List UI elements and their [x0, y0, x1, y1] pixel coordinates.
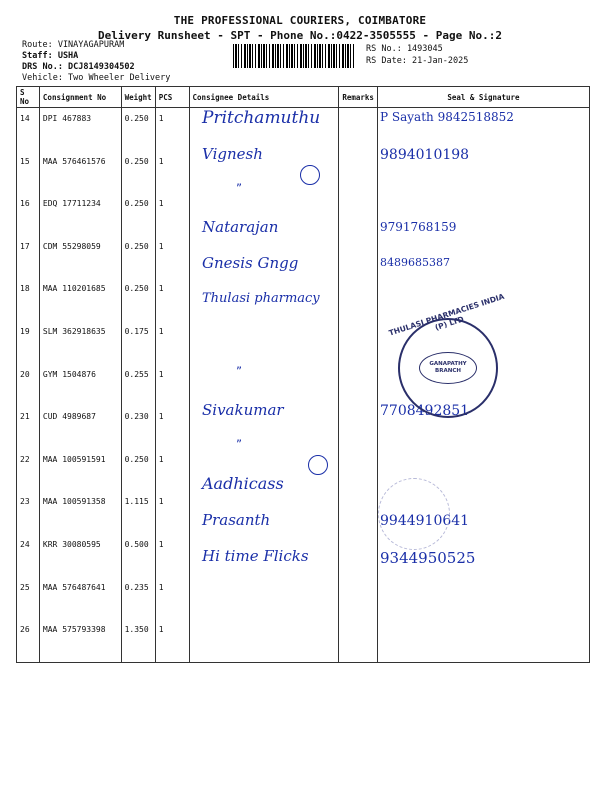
- handwritten-consignee: Gnesis Gngg: [202, 254, 299, 273]
- row-weight: 0.250: [121, 193, 155, 236]
- row-sno: 20: [17, 364, 40, 407]
- col-sno: S No: [17, 87, 40, 108]
- table-row: [17, 193, 590, 236]
- row-sno: 19: [17, 321, 40, 364]
- row-sno: 17: [17, 236, 40, 279]
- stamp-branch: GANAPATHY BRANCH: [429, 361, 467, 374]
- row-remarks: [339, 321, 378, 364]
- row-weight: 0.175: [121, 321, 155, 364]
- col-remarks: Remarks: [339, 87, 378, 108]
- row-remarks: [339, 364, 378, 407]
- row-signature: [377, 577, 589, 620]
- handwritten-signature: 7708492851: [380, 402, 470, 419]
- handwritten-consignee: Prasanth: [202, 510, 271, 529]
- row-weight: 0.255: [121, 364, 155, 407]
- row-pcs: 1: [155, 108, 189, 151]
- row-consignment: MAA 100591358: [39, 491, 121, 534]
- staff: Staff: USHA: [22, 51, 79, 61]
- row-pcs: 1: [155, 406, 189, 449]
- row-pcs: 1: [155, 364, 189, 407]
- row-consignee: [189, 364, 339, 407]
- row-weight: 1.350: [121, 619, 155, 662]
- table-row: [17, 619, 590, 662]
- handwritten-consignee: Thulasi pharmacy: [202, 291, 320, 306]
- vehicle: Vehicle: Two Wheeler Delivery: [22, 73, 171, 83]
- rs-number: RS No.: 1493045: [366, 44, 443, 54]
- row-consignment: KRR 30080595: [39, 534, 121, 577]
- row-consignment: MAA 576487641: [39, 577, 121, 620]
- table-row: [17, 577, 590, 620]
- handwritten-consignee: Sivakumar: [202, 400, 284, 419]
- row-remarks: [339, 491, 378, 534]
- row-sno: 16: [17, 193, 40, 236]
- row-pcs: 1: [155, 449, 189, 492]
- row-sno: 22: [17, 449, 40, 492]
- row-consignment: MAA 575793398: [39, 619, 121, 662]
- stamp-text: THULASI PHARMACIES INDIA (P) LTD: [387, 291, 506, 338]
- handwritten-signature: 9791768159: [380, 219, 457, 234]
- row-weight: 0.250: [121, 278, 155, 321]
- col-pcs: PCS: [155, 87, 189, 108]
- row-sno: 15: [17, 151, 40, 194]
- row-remarks: [339, 108, 378, 151]
- row-remarks: [339, 449, 378, 492]
- row-pcs: 1: [155, 278, 189, 321]
- row-consignment: CUD 4989687: [39, 406, 121, 449]
- row-remarks: [339, 236, 378, 279]
- table-row: [17, 491, 590, 534]
- row-remarks: [339, 534, 378, 577]
- row-remarks: [339, 577, 378, 620]
- runsheet-subtitle: Delivery Runsheet - SPT - Phone No.:0422-3505555 - Page No.:2: [98, 29, 502, 42]
- handwritten-consignee: ”: [236, 439, 243, 451]
- ink-curl: [300, 165, 320, 185]
- row-consignment: EDQ 17711234: [39, 193, 121, 236]
- row-pcs: 1: [155, 534, 189, 577]
- row-remarks: [339, 193, 378, 236]
- row-weight: 0.250: [121, 236, 155, 279]
- row-consignment: SLM 362918635: [39, 321, 121, 364]
- rs-date: RS Date: 21-Jan-2025: [366, 56, 469, 66]
- handwritten-consignee: Vignesh: [202, 144, 263, 163]
- row-remarks: [339, 151, 378, 194]
- handwritten-signature: 9894010198: [380, 146, 470, 163]
- handwritten-consignee: Pritchamuthu: [202, 108, 321, 128]
- row-pcs: 1: [155, 619, 189, 662]
- table-header: [17, 87, 590, 108]
- row-remarks: [339, 278, 378, 321]
- handwritten-consignee: Aadhicass: [202, 474, 284, 493]
- row-weight: 0.250: [121, 108, 155, 151]
- row-weight: 0.250: [121, 449, 155, 492]
- handwritten-signature: 9344950525: [380, 549, 476, 568]
- row-remarks: [339, 619, 378, 662]
- row-weight: 1.115: [121, 491, 155, 534]
- row-weight: 0.230: [121, 406, 155, 449]
- row-consignment: MAA 100591591: [39, 449, 121, 492]
- row-pcs: 1: [155, 236, 189, 279]
- handwritten-consignee: Hi time Flicks: [202, 547, 309, 566]
- handwritten-signature: P Sayath 9842518852: [380, 110, 514, 124]
- table-row: [17, 321, 590, 364]
- col-consignment: Consignment No: [39, 87, 121, 108]
- row-consignment: MAA 110201685: [39, 278, 121, 321]
- row-consignment: CDM 55298059: [39, 236, 121, 279]
- row-weight: 0.250: [121, 151, 155, 194]
- row-consignment: DPI 467883: [39, 108, 121, 151]
- ink-curl: [308, 455, 328, 475]
- row-pcs: 1: [155, 577, 189, 620]
- handwritten-consignee: Natarajan: [202, 217, 279, 236]
- col-weight: Weight: [121, 87, 155, 108]
- row-pcs: 1: [155, 321, 189, 364]
- row-sno: 23: [17, 491, 40, 534]
- drs-number: DRS No.: DCJ8149304502: [22, 62, 135, 72]
- table-row: [17, 406, 590, 449]
- row-consignment: MAA 576461576: [39, 151, 121, 194]
- col-signature: Seal & Signature: [377, 87, 589, 108]
- handwritten-signature: 8489685387: [380, 256, 450, 270]
- row-remarks: [339, 406, 378, 449]
- route: Route: VINAYAGAPURAM: [22, 40, 125, 50]
- row-consignment: GYM 1504876: [39, 364, 121, 407]
- row-consignee: [189, 577, 339, 620]
- row-sno: 18: [17, 278, 40, 321]
- handwritten-consignee: ”: [236, 183, 243, 195]
- row-consignee: [189, 321, 339, 364]
- row-sno: 21: [17, 406, 40, 449]
- table-row: [17, 236, 590, 279]
- table-row: [17, 364, 590, 407]
- handwritten-consignee: ”: [236, 366, 243, 378]
- handwritten-signature: 9944910641: [380, 512, 470, 529]
- row-consignee: [189, 619, 339, 662]
- row-pcs: 1: [155, 151, 189, 194]
- row-sno: 14: [17, 108, 40, 151]
- company-title: THE PROFESSIONAL COURIERS, COIMBATORE: [173, 14, 427, 27]
- table-row: [17, 449, 590, 492]
- row-weight: 0.500: [121, 534, 155, 577]
- row-pcs: 1: [155, 491, 189, 534]
- row-sno: 24: [17, 534, 40, 577]
- row-sno: 26: [17, 619, 40, 662]
- col-consignee: Consignee Details: [189, 87, 339, 108]
- row-weight: 0.235: [121, 577, 155, 620]
- row-pcs: 1: [155, 193, 189, 236]
- barcode: [233, 44, 355, 68]
- row-signature: [377, 619, 589, 662]
- faint-stamp: [378, 478, 450, 550]
- row-sno: 25: [17, 577, 40, 620]
